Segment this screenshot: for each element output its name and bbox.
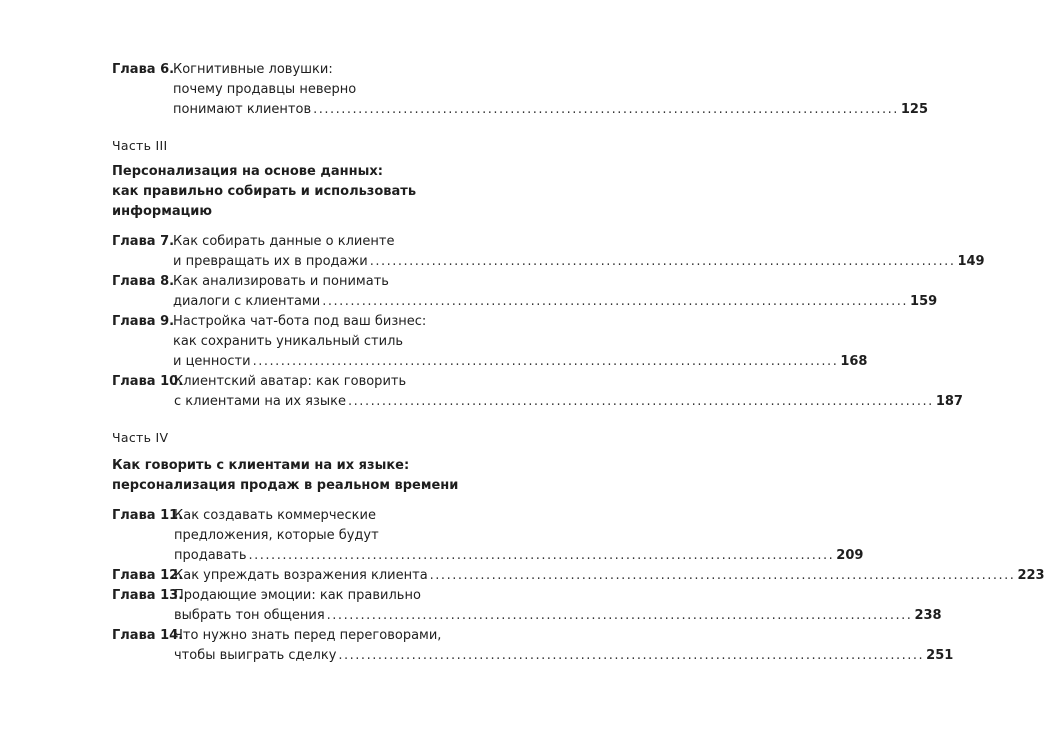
part-title-line: информацию — [112, 204, 213, 219]
dot-leader: ........................................................................................................ — [322, 294, 909, 309]
chapter-label: Глава 12. — [112, 568, 184, 583]
chapter-title-line: предложения, которые будут — [174, 528, 379, 543]
chapter-title-line: Продающие эмоции: как правильно — [174, 588, 421, 603]
toc-entry-chapter-8 — [112, 272, 938, 312]
chapter-title-line: диалоги с клиентами — [173, 294, 321, 309]
part-title — [112, 162, 472, 222]
chapter-label: Глава 11. — [112, 508, 184, 523]
toc-entry-chapter-11 — [112, 506, 864, 566]
page-number: 125 — [900, 102, 929, 117]
dot-leader: ........................................................................................................ — [313, 102, 899, 117]
dot-leader: ........................................................................................................ — [429, 568, 1016, 583]
dot-leader: ........................................................................................................ — [348, 394, 934, 409]
chapter-title-line: Когнитивные ловушки: — [173, 62, 333, 77]
chapter-title-line: Как создавать коммерческие — [174, 508, 376, 523]
chapter-label: Глава 10. — [112, 374, 184, 389]
chapter-title-line: Что нужно знать перед переговорами, — [174, 628, 442, 643]
chapter-title-line: как сохранить уникальный стиль — [173, 334, 404, 349]
chapter-label: Глава 6. — [112, 62, 175, 77]
toc-entry-chapter-10 — [112, 372, 963, 412]
page-number: 238 — [914, 608, 942, 623]
chapter-title-line: выбрать тон общения — [174, 608, 325, 623]
chapter-title-line: понимают клиентов — [173, 102, 312, 117]
toc-entry-chapter-6 — [112, 60, 929, 120]
chapter-title-line: Клиентский аватар: как говорить — [174, 374, 407, 389]
chapter-title-line: Как собирать данные о клиенте — [173, 234, 395, 249]
chapter-label: Глава 8. — [112, 274, 175, 289]
part-title — [112, 456, 472, 496]
chapter-title-line: Настройка чат-бота под ваш бизнес: — [173, 314, 427, 329]
page-number: 251 — [926, 648, 954, 663]
dot-leader: ........................................................................................................ — [326, 608, 913, 623]
chapter-label: Глава 9. — [112, 314, 175, 329]
chapter-title-line: с клиентами на их языке — [174, 394, 347, 409]
part-title-line: персонализация продаж в реальном времени — [112, 478, 459, 493]
page-number: 209 — [836, 548, 864, 563]
toc-entry-chapter-12 — [112, 566, 1045, 586]
toc-entry-chapter-14 — [112, 626, 954, 666]
toc-entry-chapter-9 — [112, 312, 868, 372]
part-title-line: как правильно собирать и использовать — [112, 184, 417, 199]
page-number: 159 — [910, 294, 938, 309]
chapter-title-line: Как упреждать возражения клиента — [174, 568, 428, 583]
chapter-label: Глава 7. — [112, 234, 175, 249]
toc-entry-chapter-13 — [112, 586, 942, 626]
chapter-title-line: и превращать их в продажи — [173, 254, 368, 269]
chapter-label: Глава 13. — [112, 588, 184, 603]
part-label: Часть IV — [112, 430, 169, 445]
chapter-title-line: почему продавцы неверно — [173, 82, 357, 97]
dot-leader: ........................................................................................................ — [338, 648, 925, 663]
dot-leader: ........................................................................................................ — [248, 548, 835, 563]
part-title-line: Персонализация на основе данных: — [112, 164, 383, 179]
chapter-title-line: и ценности — [173, 354, 251, 369]
page-number: 168 — [840, 354, 868, 369]
page-number: 187 — [935, 394, 963, 409]
chapter-label: Глава 14. — [112, 628, 184, 643]
page-number: 223 — [1017, 568, 1045, 583]
part-title-line: Как говорить с клиентами на их языке: — [112, 458, 410, 473]
part-label: Часть III — [112, 138, 168, 153]
toc-entry-chapter-7 — [112, 232, 985, 272]
dot-leader: ........................................................................................................ — [252, 354, 839, 369]
chapter-title-line: чтобы выиграть сделку — [174, 648, 337, 663]
page-number: 149 — [957, 254, 985, 269]
chapter-title-line: продавать — [174, 548, 247, 563]
chapter-title-line: Как анализировать и понимать — [173, 274, 389, 289]
dot-leader: ........................................................................................................ — [369, 254, 956, 269]
